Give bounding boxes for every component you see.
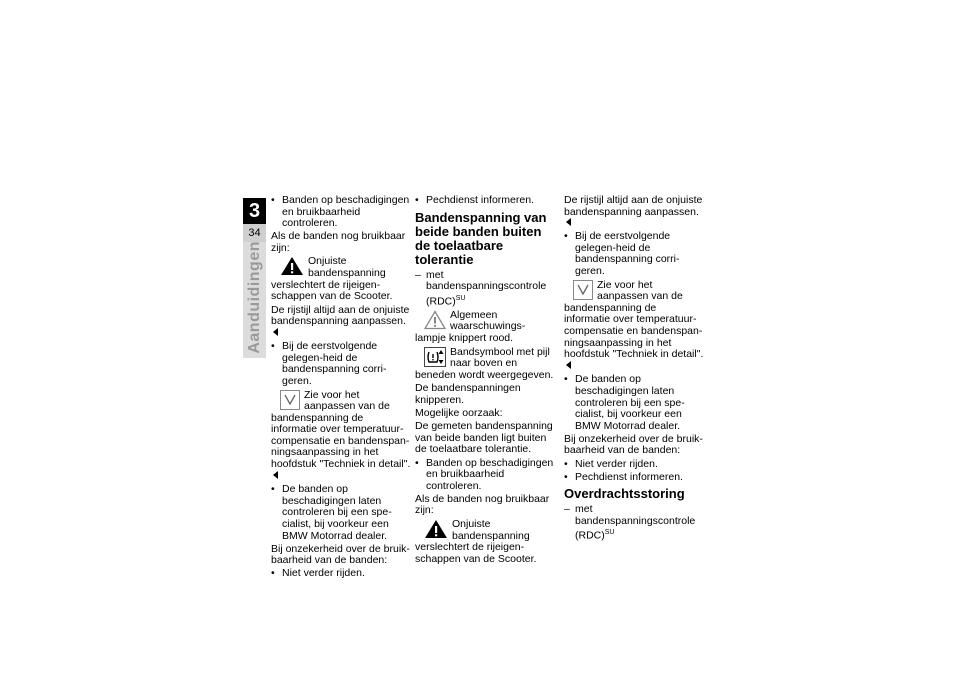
condition-item (564, 504, 704, 542)
condition-text: met bandenspanningscontrole (RDC) (426, 268, 547, 308)
list-item: • Niet verder rijden. (271, 568, 411, 580)
column-2 (415, 195, 555, 567)
paragraph: De gemeten bandenspanning van beide banden ligt buiten de toelaatbare tolerantie. (415, 420, 553, 456)
warning-note (415, 310, 555, 345)
list-item: • Pechdienst informeren. (415, 195, 555, 207)
warning-note (415, 519, 555, 565)
paragraph: De bandenspanningen knipperen. (415, 382, 521, 407)
list-item: • Bij de eerstvolgende gelegen-heid de bandenspanning corri-geren. (564, 231, 704, 277)
warning-light-text: Algemeen waarschuwings-lampje knippert rood. (415, 308, 526, 345)
condition-superscript: SU (455, 294, 466, 302)
warning-text: Onjuiste bandenspanning verslechtert de rijeigen-schappen van de Scooter. (415, 517, 537, 565)
condition-text: met bandenspanningscontrole (RDC) (575, 503, 696, 542)
list-item: • Banden op beschadigingen en bruikbaarheid controleren. (271, 195, 411, 230)
info-note (271, 390, 411, 483)
warning-triangle-icon (424, 519, 448, 539)
paragraph: Als de banden nog bruikbaar zijn: (415, 492, 550, 517)
chapter-number: 3 (243, 198, 266, 224)
warning-triangle-icon (280, 256, 304, 276)
list-item: • Banden op beschadigingen en bruikbaarheid controleren. (415, 458, 555, 493)
list-item: • Bij de eerstvolgende gelegen-heid de bandenspanning corri-geren. (271, 341, 411, 387)
condition-item (415, 270, 555, 308)
paragraph: Bij onzekerheid over de bruik-baarheid van de banden: (271, 542, 410, 567)
paragraph: Als de banden nog bruikbaar zijn: (271, 230, 406, 254)
tyre-symbol-note (415, 347, 555, 382)
warning-triangle-icon (424, 310, 446, 330)
condition-superscript: SU (604, 529, 615, 537)
list-item: • Pechdienst informeren. (564, 472, 704, 484)
info-text: Zie voor het aanpassen van de bandenspanning de informatie over temperatuur-compensatie en bandenspan-ningsaanpassing in het hoofdstuk "Techniek in detail". (271, 390, 411, 483)
page-number: 34 (243, 224, 266, 242)
chapter-title: Aanduidingen (246, 241, 263, 354)
column-1 (271, 195, 411, 582)
column-3 (564, 195, 704, 544)
section-heading: Overdrachtsstoring (564, 486, 685, 502)
paragraph: De rijstijl altijd aan de onjuiste bandenspanning aanpassen. (564, 195, 704, 230)
paragraph: Mogelijke oorzaak: (415, 407, 503, 420)
info-note (564, 280, 704, 373)
warning-text: Onjuiste bandenspanning verslechtert de rijeigen-schappen van de Scooter. (271, 255, 393, 303)
paragraph: De rijstijl altijd aan de onjuiste bandenspanning aanpassen. (271, 305, 411, 340)
info-chevron-icon (280, 390, 300, 410)
tyre-symbol-text: Bandsymbool met pijl naar boven en beneden wordt weergegeven. (415, 345, 554, 381)
chapter-title-tab (243, 242, 266, 358)
section-heading: Bandenspanning van beide banden buiten de toelaatbare tolerantie (415, 209, 547, 267)
warning-note (271, 256, 411, 302)
info-chevron-icon (573, 280, 593, 300)
info-text: Zie voor het aanpassen van de bandenspanning de informatie over temperatuur-compensatie en bandenspan-ningsaanpassing in het hoofdstuk "Techniek in detail". (564, 280, 704, 373)
list-item: • De banden op beschadigingen laten controleren bij een spe-cialist, bij voorkeur een BMW Motorrad dealer. (564, 374, 704, 432)
tyre-pressure-arrows-icon (424, 347, 446, 367)
list-item: • De banden op beschadigingen laten controleren bij een spe-cialist, bij voorkeur een BMW Motorrad dealer. (271, 484, 411, 542)
list-item: • Niet verder rijden. (564, 459, 704, 471)
paragraph: Bij onzekerheid over de bruik-baarheid van de banden: (564, 432, 703, 457)
